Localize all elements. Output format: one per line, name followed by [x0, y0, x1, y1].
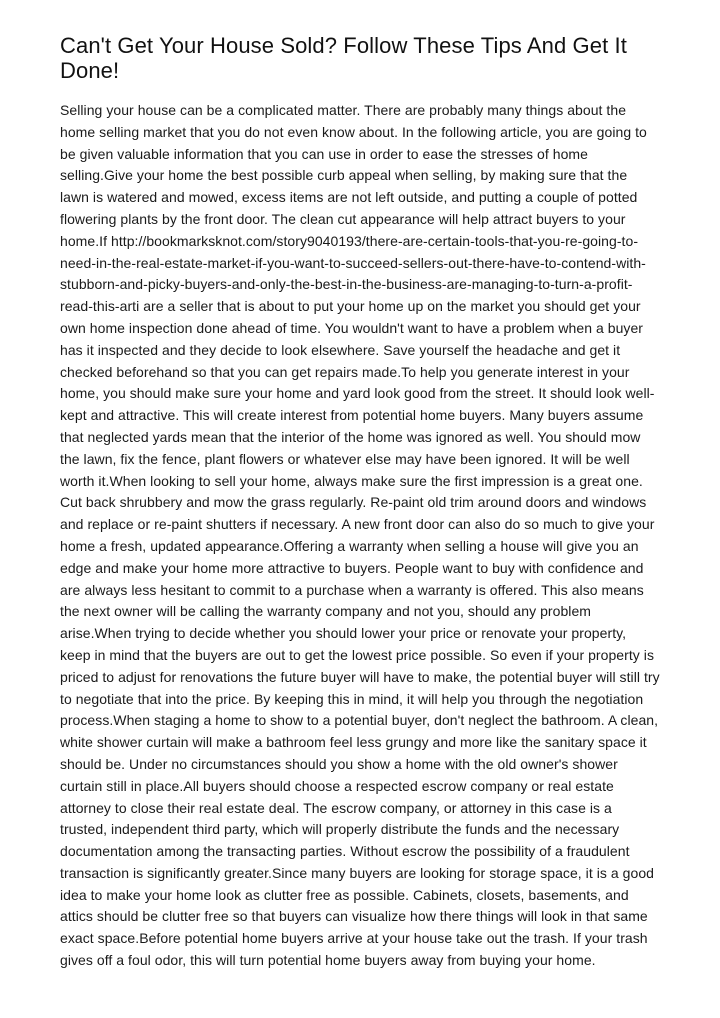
document-body-paragraph: Selling your house can be a complicated matter. There are probably many things about the home selling market that you do not even know about. In the following article, you are going to be given valuable information that you can use in order to ease the stresses of home selling.Give your home the best possible curb appeal when selling, by making sure that the lawn is watered and mowed, excess items are not left outside, and putting a couple of potted flowering plants by the front door. The clean cut appearance will help attract buyers to your home.If http://bookmarksknot.com/story9040193/there-are-certain-tools-that-you-re-going-to-need-in-the-real-estate-market-if-you-want-to-succeed-sellers-out-there-have-to-contend-with-stubborn-and-picky-buyers-and-only-the-best-in-the-business-are-managing-to-turn-a-profit-read-this-arti are a seller that is about to put your home up on the market you should get your own home inspection done ahead of time. You wouldn't want to have a problem when a buyer has it inspected and they decide to look elsewhere. Save yourself the headache and get it checked beforehand so that you can get repairs made.To help you generate interest in your home, you should make sure your home and yard look good from the street. It should look well-kept and attractive. This will create interest from potential home buyers. Many buyers assume that neglected yards mean that the interior of the home was ignored as well. You should mow the lawn, fix the fence, plant flowers or whatever else may have been ignored. It will be well worth it.When looking to sell your home, always make sure the first impression is a great one. Cut back shrubbery and mow the grass regularly. Re-paint old trim around doors and windows and replace or re-paint shutters if necessary. A new front door can also do so much to give your home a fresh, updated appearance.Offering a warranty when selling a house will give you an edge and make your home more attractive to buyers. People want to buy with confidence and are always less hesitant to commit to a purchase when a warranty is offered. This also means the next owner will be calling the warranty company and not you, should any problem arise.When trying to decide whether you should lower your price or renovate your property, keep in mind that the buyers are out to get the lowest price possible. So even if your property is priced to adjust for renovations the future buyer will have to make, the potential buyer will still try to negotiate that into the price. By keeping this in mind, it will help you through the negotiation process.When staging a home to show to a potential buyer, don't neglect the bathroom. A clean, white shower curtain will make a bathroom feel less grungy and more like the sanitary space it should be. Under no circumstances should you show a home with the old owner's shower curtain still in place.All buyers should choose a respected escrow company or real estate attorney to close their real estate deal. The escrow company, or attorney in this case is a trusted, independent third party, which will properly distribute the funds and the necessary documentation among the transacting parties. Without escrow the possibility of a fraudulent transaction is significantly greater.Since many buyers are looking for storage space, it is a good idea to make your home look as clutter free as possible. Cabinets, closets, basements, and attics should be clutter free so that buyers can visualize how there things will look in that same exact space.Before potential home buyers arrive at your house take out the trash. If your trash gives off a foul odor, this will turn potential home buyers away from buying your home. [60, 102, 660, 969]
document-title: Can't Get Your House Sold? Follow These Tips And Get It Done! [60, 33, 627, 83]
